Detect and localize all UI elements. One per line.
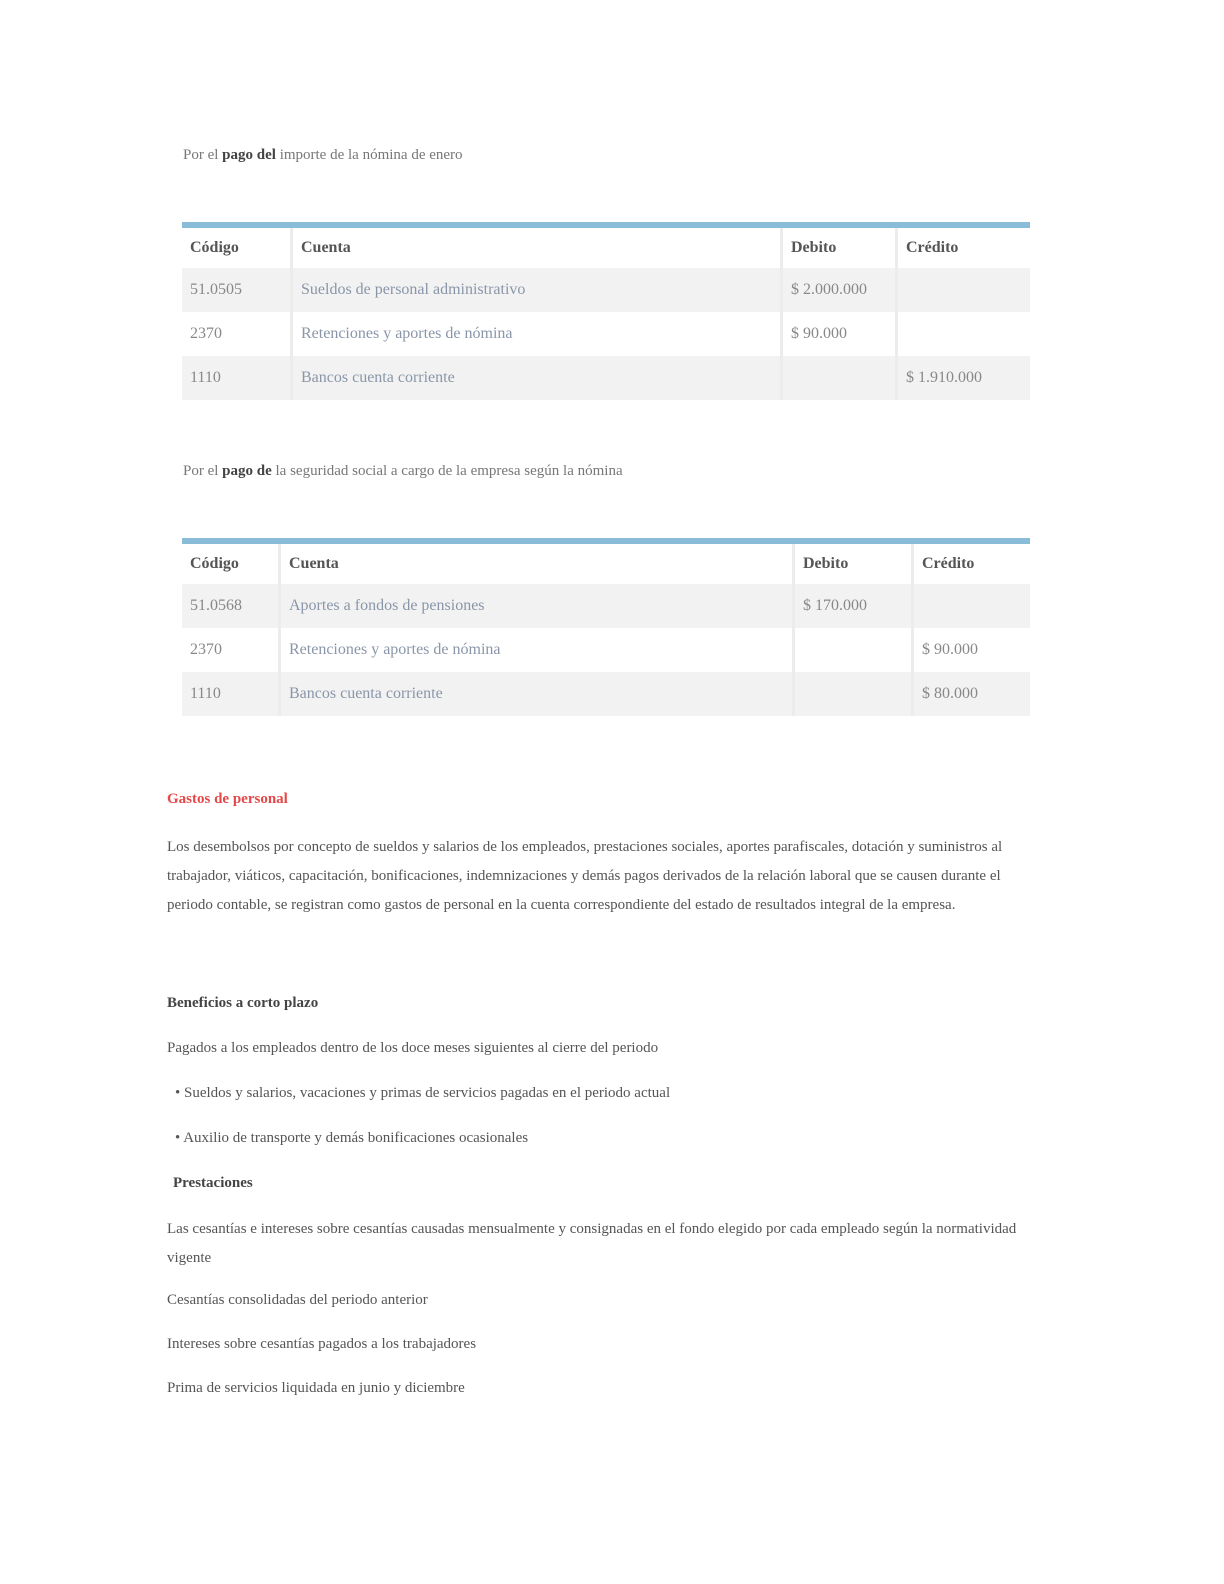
bullet-dot-icon: • [175, 1130, 184, 1146]
column-header-debit: Debito [782, 225, 897, 268]
column-header-account: Cuenta [292, 225, 782, 268]
table-row [182, 628, 1030, 672]
table-header-row [182, 541, 1030, 584]
subheading-benefits: Prestaciones [173, 1175, 253, 1191]
body-line: Prima de servicios liquidada en junio y diciembre [167, 1380, 465, 1396]
journal-entry-table-2 [182, 538, 1030, 716]
bullet-item [175, 1085, 670, 1102]
column-header-debit: Debito [794, 541, 913, 584]
body-line: Intereses sobre cesantías pagados a los trabajadores [167, 1336, 477, 1352]
column-header-code: Código [190, 555, 239, 572]
cell-account: Bancos cuenta corriente [280, 672, 794, 716]
intro-bold-text: pago del [222, 147, 276, 163]
section2-intro [183, 463, 623, 480]
body-paragraph: Los desembolsos por concepto de sueldos y salarios de los empleados, prestaciones sociales, aportes parafiscales, dotación y suministros al trabajador, viáticos, capacitación, bonificaciones, indemnizaciones y demás pagos derivados de la relación laboral que se causen durante el periodo contable, se registran como gastos de personal en la cuenta correspondiente del estado de resultados integral de la empresa. [167, 839, 1003, 913]
cell-account: Sueldos de personal administrativo [292, 268, 782, 312]
table-row [182, 672, 1030, 716]
table-row [182, 584, 1030, 628]
bullet-dot-icon: • [175, 1085, 185, 1101]
table-header-row [182, 225, 1030, 268]
cell-credit [897, 312, 1031, 356]
cell-account: Retenciones y aportes de nómina [280, 628, 794, 672]
bullet-text: Auxilio de transporte y demás bonificaciones ocasionales [183, 1130, 529, 1146]
cell-code: 2370 [190, 325, 222, 342]
cell-account: Bancos cuenta corriente [292, 356, 782, 400]
journal-entry-table-1 [182, 222, 1030, 400]
column-header-credit: Crédito [913, 541, 1031, 584]
cell-debit [794, 628, 913, 672]
intro-text: Por el [183, 463, 219, 479]
table-row [182, 268, 1030, 312]
bullet-item [175, 1130, 528, 1147]
cell-code: 1110 [182, 356, 292, 400]
cell-debit [794, 672, 913, 716]
table-row [182, 312, 1030, 356]
body-line: Cesantías consolidadas del periodo anterior [167, 1292, 428, 1308]
cell-code: 51.0568 [182, 584, 280, 628]
bullet-text: Sueldos y salarios, vacaciones y primas de servicios pagadas en el periodo actual [184, 1085, 671, 1101]
body-line: Pagados a los empleados dentro de los doce meses siguientes al cierre del periodo [167, 1040, 659, 1056]
cell-debit: $ 90.000 [782, 312, 897, 356]
cell-code: 51.0505 [182, 268, 292, 312]
intro-text: la seguridad social a cargo de la empresa según la nómina [275, 463, 623, 479]
cell-code: 1110 [182, 672, 280, 716]
cell-credit [897, 268, 1031, 312]
cell-credit: $ 80.000 [913, 672, 1031, 716]
column-header-code: Código [190, 239, 239, 256]
cell-credit: $ 90.000 [913, 628, 1031, 672]
section-heading: Gastos de personal [167, 791, 288, 807]
body-paragraph: Las cesantías e intereses sobre cesantías causadas mensualmente y consignadas en el fondo elegido por cada empleado según la normatividad vigente [167, 1221, 1017, 1266]
cell-debit: $ 170.000 [794, 584, 913, 628]
table-row [182, 356, 1030, 400]
intro-text: importe de la nómina de enero [279, 147, 463, 163]
cell-credit [913, 584, 1031, 628]
cell-debit [782, 356, 897, 400]
intro-text: Por el [183, 147, 219, 163]
intro-bold-text: pago de [222, 463, 272, 479]
column-header-credit: Crédito [897, 225, 1031, 268]
cell-account: Retenciones y aportes de nómina [292, 312, 782, 356]
cell-debit: $ 2.000.000 [782, 268, 897, 312]
column-header-account: Cuenta [280, 541, 794, 584]
section1-intro [183, 147, 463, 164]
subheading-short-term: Beneficios a corto plazo [167, 995, 319, 1011]
cell-credit: $ 1.910.000 [897, 356, 1031, 400]
cell-account: Aportes a fondos de pensiones [280, 584, 794, 628]
cell-code: 2370 [190, 641, 222, 658]
